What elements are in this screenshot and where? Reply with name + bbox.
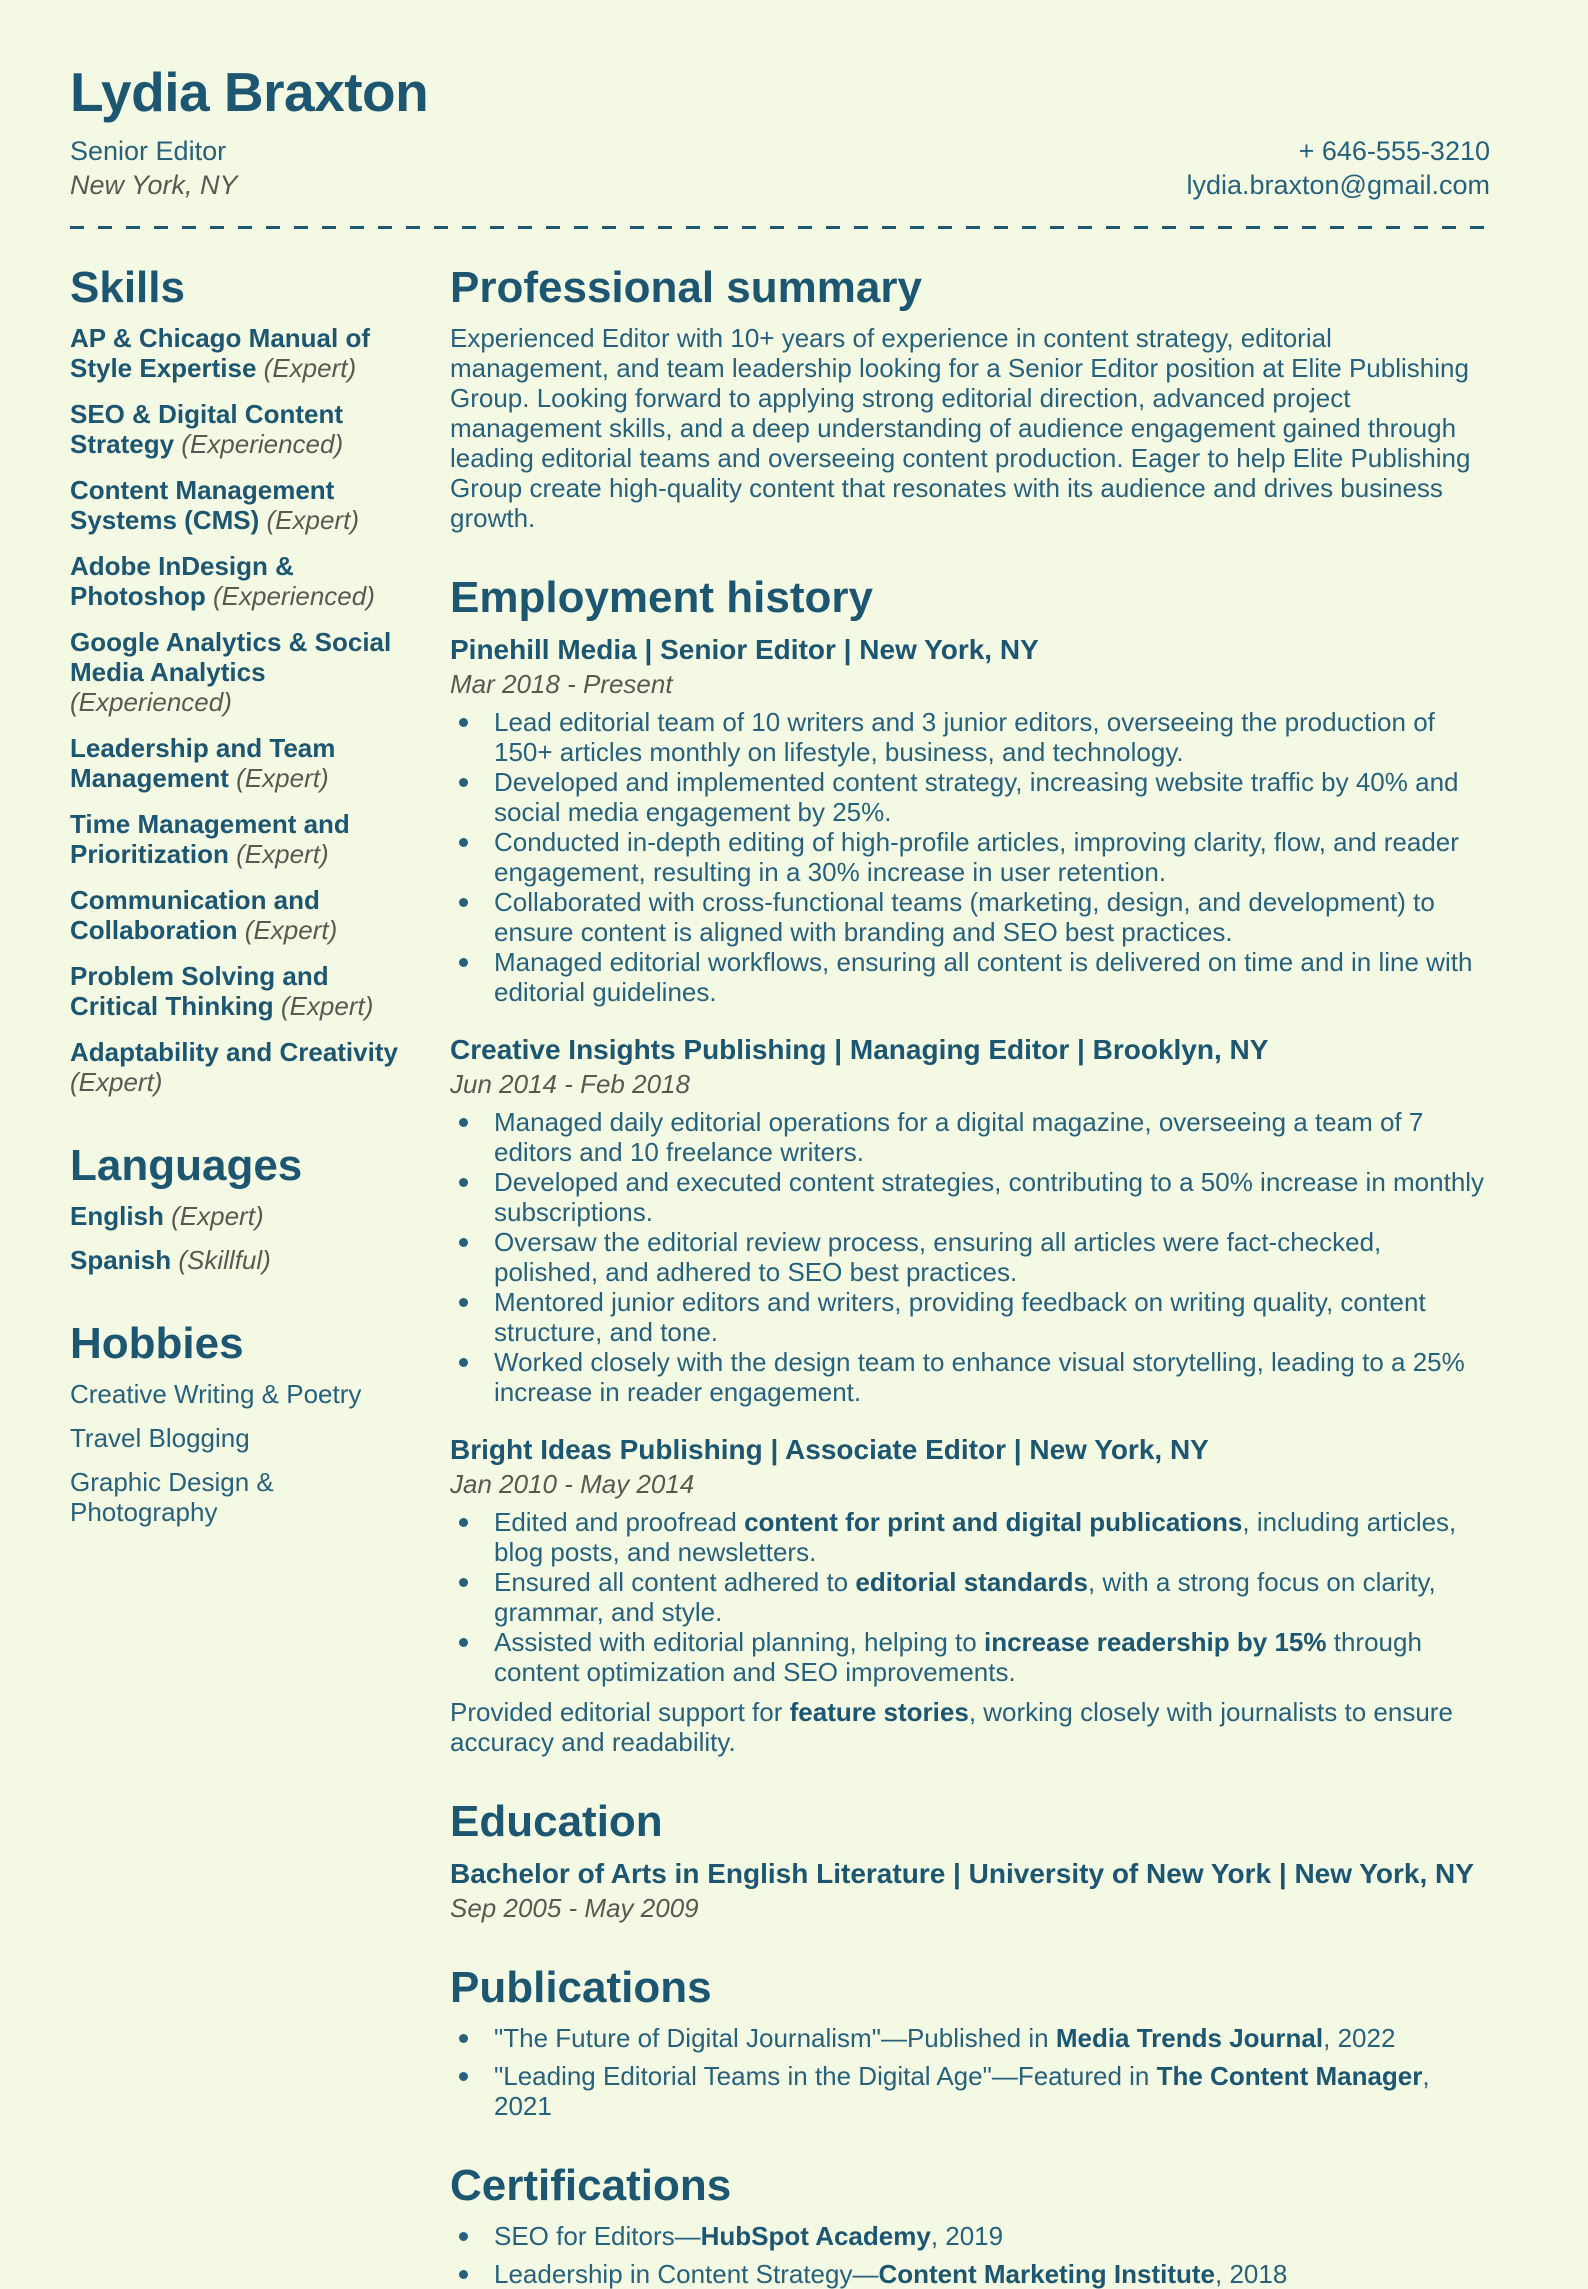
- language-name: English: [70, 1201, 164, 1231]
- skill-level: (Expert): [263, 353, 357, 383]
- summary-text: Experienced Editor with 10+ years of experience in content strategy, editorial management, and team leadership looking for a Senior Editor position at Elite Publishing Group. Looking forward to applying strong editorial direction, advanced project management skills, and a deep understanding of audience engagement gained through leading editorial teams and overseeing content production. Eager to help Elite Publishing Group create high-quality content that resonates with its audience and drives business growth.: [450, 323, 1471, 533]
- job-heading: Bright Ideas Publishing | Associate Editor | New York, NY: [450, 1434, 1209, 1465]
- job: [450, 633, 1490, 1007]
- text: , 2019: [930, 2221, 1004, 2251]
- job-bullets: [450, 707, 1490, 1007]
- hobby-item: Creative Writing & Poetry: [70, 1379, 362, 1409]
- skill-level: (Experienced): [181, 429, 344, 459]
- skill-item: [70, 809, 414, 869]
- text: Developed and executed content strategies, contributing to a 50% increase in monthly subscriptions.: [494, 1167, 1485, 1227]
- hobby-item: Travel Blogging: [70, 1423, 250, 1453]
- skill-item: [70, 961, 414, 1021]
- text: Mentored junior editors and writers, providing feedback on writing quality, content structure, and tone.: [494, 1287, 1426, 1347]
- job-bullet: [450, 707, 1490, 767]
- certification-item: [450, 2259, 1490, 2289]
- text: Developed and implemented content strategy, increasing website traffic by 40% and social media engagement by 25%.: [494, 767, 1459, 827]
- text: Managed editorial workflows, ensuring all content is delivered on time and in line with editorial guidelines.: [494, 947, 1473, 1007]
- skill-name: Communication and Collaboration: [70, 885, 320, 945]
- skill-item: [70, 733, 414, 793]
- job-heading: Creative Insights Publishing | Managing Editor | Brooklyn, NY: [450, 1034, 1269, 1065]
- header-identity: [70, 62, 428, 202]
- text: , 2022: [1323, 2023, 1396, 2053]
- phone-number: + 646-555-3210: [1298, 136, 1490, 166]
- job-heading: Pinehill Media | Senior Editor | New York, NY: [450, 634, 1039, 665]
- skills-section: [70, 265, 414, 1097]
- skill-level: (Experienced): [70, 687, 232, 717]
- email-address: lydia.braxton@gmail.com: [1186, 170, 1490, 200]
- certifications-list: [450, 2221, 1490, 2289]
- text: Worked closely with the design team to enhance visual storytelling, leading to a 25% increase in reader engagement.: [494, 1347, 1465, 1407]
- dashed-divider: [70, 226, 1490, 229]
- publications-list: [450, 2023, 1490, 2121]
- skill-item: [70, 399, 414, 459]
- job-bullet: [450, 827, 1490, 887]
- skill-name: Adaptability and Creativity: [70, 1037, 398, 1067]
- skill-item: [70, 323, 414, 383]
- job-bullets: [450, 1107, 1490, 1407]
- job-dates: Jan 2010 - May 2014: [450, 1469, 695, 1499]
- content-columns: [70, 265, 1490, 2289]
- text: , 2018: [1215, 2259, 1288, 2289]
- text: "The Future of Digital Journalism"—Published in: [494, 2023, 1056, 2053]
- publication-item: [450, 2061, 1490, 2121]
- skill-level: (Expert): [236, 763, 329, 793]
- summary-section: [450, 265, 1490, 533]
- bold-text: feature stories: [789, 1697, 969, 1727]
- publication-item: [450, 2023, 1490, 2053]
- job-bullet: [450, 887, 1490, 947]
- text: Managed daily editorial operations for a digital magazine, overseeing a team of 7 editors and 10 freelance writers.: [494, 1107, 1424, 1167]
- job-bullets: [450, 1507, 1490, 1687]
- job-bullet: [450, 1287, 1490, 1347]
- job-bullet: [450, 767, 1490, 827]
- jobs-container: [450, 633, 1490, 1757]
- job-footer: [450, 1697, 1490, 1757]
- text: , working closely with journalists to ensure accuracy and readability.: [450, 1697, 1453, 1757]
- skill-level: (Expert): [236, 839, 329, 869]
- language-level: (Expert): [171, 1201, 264, 1231]
- skill-name: Google Analytics & Social Media Analytics: [70, 627, 392, 687]
- bold-text: The Content Manager: [1156, 2061, 1423, 2091]
- bold-text: content for print and digital publications: [744, 1507, 1243, 1537]
- bold-text: editorial standards: [855, 1567, 1088, 1597]
- hobbies-section: [70, 1321, 414, 1527]
- sidebar: [70, 265, 450, 2289]
- skill-name: Adobe InDesign & Photoshop: [70, 551, 294, 611]
- skill-item: [70, 885, 414, 945]
- skill-item: [70, 475, 414, 535]
- hobby-item: Graphic Design & Photography: [70, 1467, 274, 1527]
- skill-item: [70, 1037, 414, 1097]
- job-bullet: [450, 1567, 1490, 1627]
- contact-info: [1186, 62, 1490, 202]
- skill-name: Problem Solving and Critical Thinking: [70, 961, 329, 1021]
- job: [450, 1033, 1490, 1407]
- text: "Leading Editorial Teams in the Digital Age"—Featured in: [494, 2061, 1157, 2091]
- text: , 2021: [494, 2061, 1430, 2121]
- skill-name: Content Management Systems (CMS): [70, 475, 335, 535]
- text: , with a strong focus on clarity, grammar, and style.: [494, 1567, 1436, 1627]
- employment-section: [450, 575, 1490, 1757]
- hobbies-list: [70, 1379, 414, 1527]
- bold-text: Media Trends Journal: [1055, 2023, 1324, 2053]
- languages-title: Languages: [70, 1141, 303, 1190]
- publications-title: Publications: [450, 1963, 712, 2012]
- job-dates: Mar 2018 - Present: [450, 669, 673, 699]
- header: [70, 62, 1490, 202]
- education-dates: Sep 2005 - May 2009: [450, 1893, 699, 1923]
- text: Assisted with editorial planning, helping to: [494, 1627, 984, 1657]
- text: Provided editorial support for: [450, 1697, 790, 1727]
- bold-text: increase readership by 15%: [983, 1627, 1327, 1657]
- employment-title: Employment history: [450, 573, 873, 622]
- language-item: [70, 1245, 414, 1275]
- education-heading: Bachelor of Arts in English Literature | University of New York | New York, NY: [450, 1858, 1474, 1889]
- language-level: (Skillful): [178, 1245, 271, 1275]
- education-title: Education: [450, 1797, 663, 1846]
- summary-title: Professional summary: [450, 263, 922, 312]
- skill-item: [70, 551, 414, 611]
- person-job-title: Senior Editor: [70, 136, 227, 166]
- language-name: Spanish: [70, 1245, 172, 1275]
- skills-title: Skills: [70, 263, 185, 312]
- text: Lead editorial team of 10 writers and 3 junior editors, overseeing the production of 150+ articles monthly on lifestyle, business, and technology.: [494, 707, 1435, 767]
- skill-level: (Expert): [266, 505, 359, 535]
- job-bullet: [450, 1627, 1490, 1687]
- job-bullet: [450, 1167, 1490, 1227]
- text: Conducted in-depth editing of high-profile articles, improving clarity, flow, and reader engagement, resulting in a 30% increase in user retention.: [494, 827, 1459, 887]
- skill-name: Time Management and Prioritization: [70, 809, 350, 869]
- language-item: [70, 1201, 414, 1231]
- skill-name: SEO & Digital Content Strategy: [70, 399, 343, 459]
- text: Oversaw the editorial review process, ensuring all articles were fact-checked, polished, and adhered to SEO best practices.: [494, 1227, 1382, 1287]
- main-column: [450, 265, 1490, 2289]
- certifications-section: [450, 2163, 1490, 2289]
- person-name: Lydia Braxton: [70, 61, 429, 123]
- text: SEO for Editors—: [494, 2221, 701, 2251]
- skill-level: (Expert): [280, 991, 374, 1021]
- person-location: New York, NY: [70, 170, 238, 200]
- skills-list: [70, 323, 414, 1097]
- skill-item: [70, 627, 414, 717]
- job-bullet: [450, 1347, 1490, 1407]
- text: Collaborated with cross-functional teams (marketing, design, and development) to ensure content is aligned with branding and SEO best practices.: [494, 887, 1435, 947]
- bold-text: Content Marketing Institute: [878, 2259, 1216, 2289]
- text: through content optimization and SEO improvements.: [494, 1627, 1422, 1687]
- text: Leadership in Content Strategy—: [494, 2259, 879, 2289]
- job-dates: Jun 2014 - Feb 2018: [450, 1069, 690, 1099]
- job-bullet: [450, 1107, 1490, 1167]
- job-bullet: [450, 947, 1490, 1007]
- skill-level: (Expert): [70, 1067, 163, 1097]
- job-bullet: [450, 1227, 1490, 1287]
- certifications-title: Certifications: [450, 2161, 732, 2210]
- text: , including articles, blog posts, and newsletters.: [494, 1507, 1457, 1567]
- job: [450, 1433, 1490, 1757]
- skill-level: (Experienced): [213, 581, 375, 611]
- skill-level: (Expert): [244, 915, 338, 945]
- languages-section: [70, 1143, 414, 1275]
- education-section: [450, 1799, 1490, 1923]
- text: Ensured all content adhered to: [494, 1567, 856, 1597]
- skill-name: AP & Chicago Manual of Style Expertise: [70, 323, 370, 383]
- publications-section: [450, 1965, 1490, 2121]
- bold-text: HubSpot Academy: [700, 2221, 931, 2251]
- text: Edited and proofread: [494, 1507, 745, 1537]
- skill-name: Leadership and Team Management: [70, 733, 336, 793]
- languages-list: [70, 1201, 414, 1275]
- certification-item: [450, 2221, 1490, 2251]
- job-bullet: [450, 1507, 1490, 1567]
- hobbies-title: Hobbies: [70, 1319, 244, 1368]
